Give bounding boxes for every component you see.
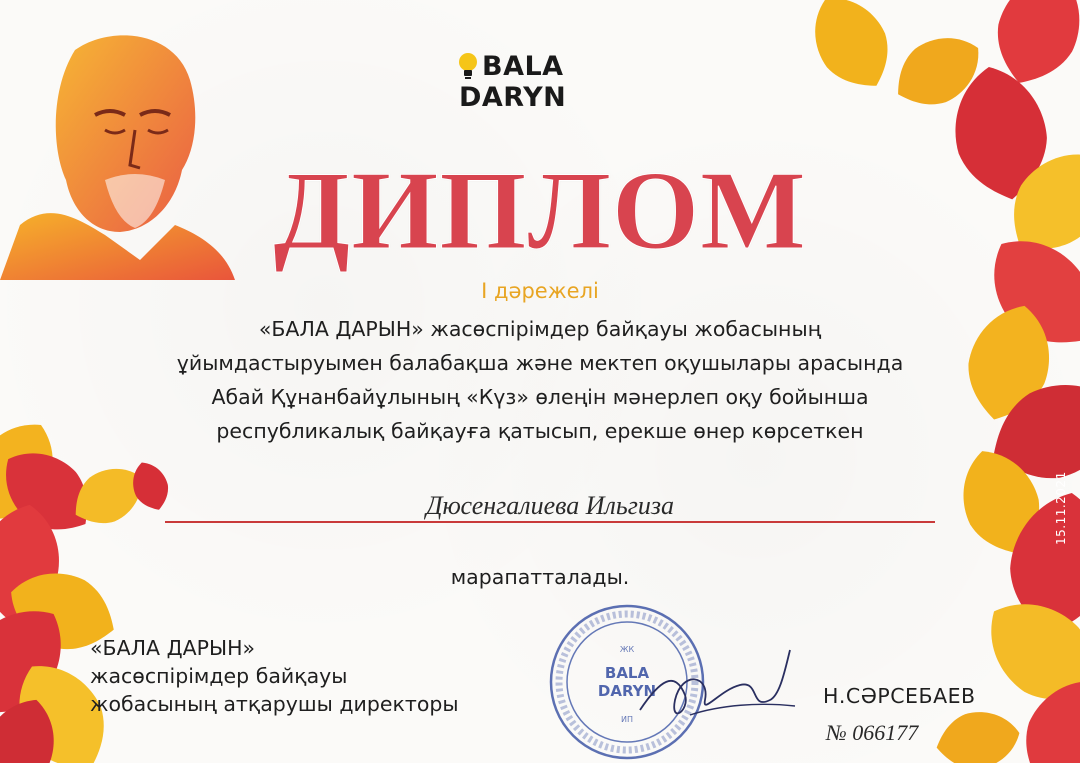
director-line: жасөспірімдер байқауы (90, 664, 348, 688)
director-line: жобасының атқарушы директоры (90, 692, 459, 716)
certificate-number: № 066177 (826, 720, 919, 745)
body-line: республикалық байқауға қатысып, ерекше өнер көрсеткен (216, 419, 864, 443)
director-line: «БАЛА ДАРЫН» (90, 636, 256, 660)
svg-text:ИП: ИП (621, 715, 633, 724)
svg-text:DARYN: DARYN (597, 682, 657, 700)
body-line: «БАЛА ДАРЫН» жасөспірімдер байқауы жобасының (258, 317, 822, 341)
name-underline (165, 521, 935, 523)
svg-text:ЖК: ЖК (619, 645, 635, 654)
degree-label: І дәрежелі (481, 279, 599, 303)
logo-text-line2: DARYN (459, 82, 567, 113)
awarded-text: марапатталады. (450, 565, 630, 589)
body-line: Абай Құнанбайұлының «Күз» өлеңін мәнерлеп оқу бойынша (211, 385, 869, 409)
lightbulb-icon (455, 51, 481, 81)
body-line: ұйымдастыруымен балабақша және мектеп оқушылары арасында (176, 351, 904, 375)
logo-text-line1: BALA (482, 51, 564, 82)
date-stamp: 15.11.2021 (1054, 471, 1068, 545)
diploma-title: ДИПЛОМ (273, 149, 807, 273)
handwritten-signature (630, 640, 800, 730)
signer-name: Н.СӘРСЕБАЕВ (823, 684, 976, 708)
director-title-block (90, 634, 459, 718)
diploma-body-text (120, 312, 960, 448)
bala-daryn-logo (449, 47, 589, 115)
svg-text:BALA: BALA (604, 664, 650, 682)
recipient-name: Дюсенгалиева Ильгиза (425, 491, 675, 520)
